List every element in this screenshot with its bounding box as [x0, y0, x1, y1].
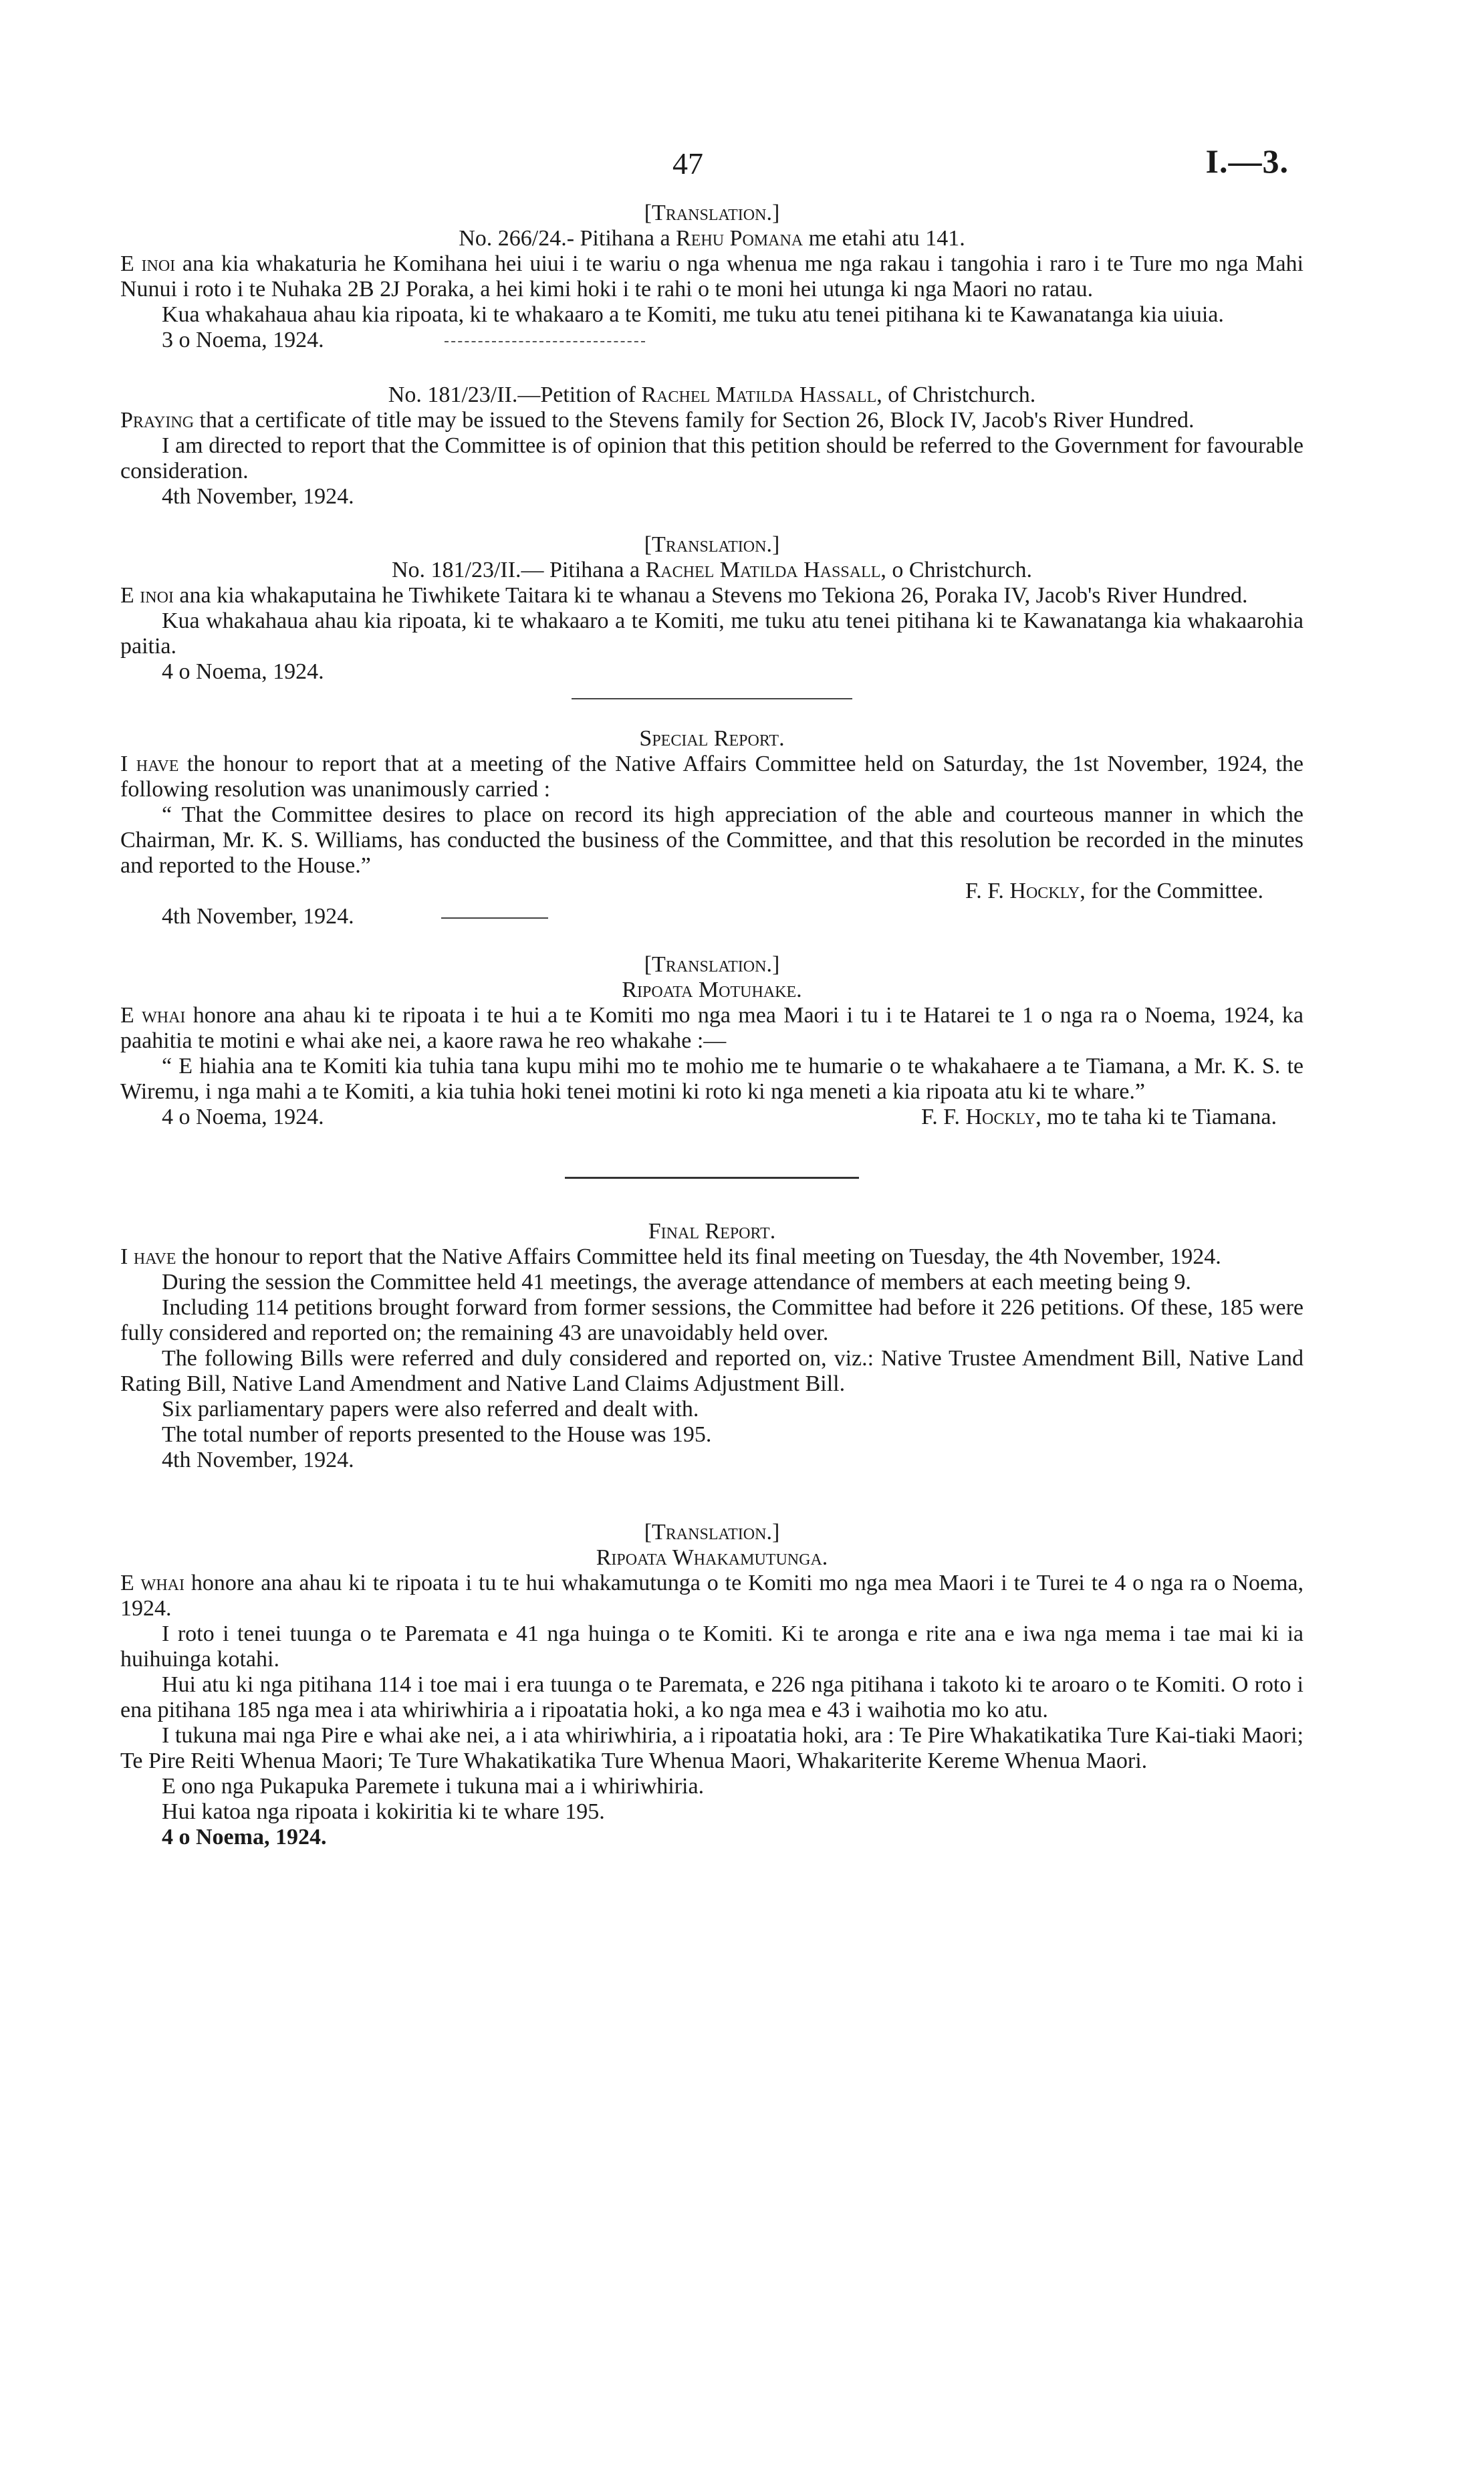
date: 4th November, 1924.	[162, 1448, 354, 1472]
section-heading: Ripoata Whakamutunga.	[596, 1545, 828, 1570]
signature: F. F. Hockly, mo te taha ki te Tiamana.	[921, 1105, 1277, 1129]
paragraph: I have the honour to report that the Native Affairs Committee held its final meeting on Tuesday, the 4th November, 1924.	[120, 1244, 1221, 1269]
petition-title: No. 181/23/II.—Petition of Rachel Matilda Hassall, of Christchurch.	[388, 382, 1036, 407]
date: 4 o Noema, 1924.	[162, 1105, 324, 1129]
date: 4th November, 1924.	[162, 484, 354, 509]
paragraph: Kua whakahaua ahau kia ripoata, ki te whakaaro a te Komiti, me tuku atu tenei pitihana ki te Kawanatanga kia uiuia.	[162, 302, 1224, 327]
separator-rule	[441, 917, 548, 919]
paragraph: The total number of reports presented to the House was 195.	[162, 1422, 712, 1447]
resolution-quote: “ E hiahia ana te Komiti kia tuhia tana kupu mihi mo te mohio me te humarie o te whakahaere a te Tiamana, a Mr. K. S. te Wiremu, i nga mahi a te Komiti, a kia tuhia hoki tenei motini ki roto ki nga meneti a kia ripoata atu ki te whare.”	[120, 1054, 1304, 1104]
date: 3 o Noema, 1924.	[162, 328, 324, 352]
section-heading: Special Report.	[639, 726, 785, 751]
section-heading: Ripoata Motuhake.	[622, 978, 802, 1002]
resolution-quote: “ That the Committee desires to place on record its high appreciation of the able and courteous manner in which the Chairman, Mr. K. S. Williams, has conducted the business of the Committee, and that this resolution be recorded in the minutes and reported to the House.”	[120, 802, 1304, 878]
section-heading: Final Report.	[648, 1219, 776, 1244]
paragraph: The following Bills were referred and duly considered and reported on, viz.: Native Trustee Amendment Bill, Native Land Rating Bill, Native Land Amendment and Native Land Claims Adjustment Bill.	[120, 1346, 1304, 1396]
date-line	[120, 904, 1304, 929]
paragraph: During the session the Committee held 41 meetings, the average attendance of members at each meeting being 9.	[162, 1270, 1191, 1294]
paragraph: Hui katoa nga ripoata i kokiritia ki te whare 195.	[162, 1799, 605, 1824]
paragraph: Including 114 petitions brought forward from former sessions, the Committee had before it 226 petitions. Of these, 185 were fully considered and reported on; the remaining 43 are unavoidably held over.	[120, 1295, 1304, 1345]
paragraph: Kua whakahaua ahau kia ripoata, ki te whakaaro a te Komiti, me tuku atu tenei pitihana ki te Kawanatanga kia whakaarohia paitia.	[120, 608, 1304, 659]
petition-266-translation	[120, 201, 1304, 353]
date: 4 o Noema, 1924.	[162, 659, 324, 684]
date-line	[120, 328, 1304, 353]
petition-title: No. 266/24.- Pitihana a Rehu Pomana me etahi atu 141.	[459, 226, 965, 251]
translation-heading: [Translation.]	[644, 952, 780, 977]
petition-title: No. 181/23/II.— Pitihana a Rachel Matilda Hassall, o Christchurch.	[391, 558, 1033, 582]
translation-heading: [Translation.]	[644, 1520, 780, 1545]
paragraph: I am directed to report that the Committee is of opinion that this petition should be referred to the Government for favourable consideration.	[120, 433, 1304, 483]
date: 4 o Noema, 1924.	[162, 1825, 327, 1849]
petition-181-english	[120, 382, 1304, 510]
final-report-translation	[120, 1520, 1304, 1850]
page-content	[120, 201, 1304, 1850]
date-signature-line	[120, 1105, 1304, 1130]
separator-rule	[445, 341, 645, 342]
final-report	[120, 1219, 1304, 1473]
special-report-translation	[120, 952, 1304, 1130]
petition-181-translation	[120, 532, 1304, 685]
page-number: 47	[672, 146, 703, 181]
paragraph: E inoi ana kia whakaturia he Komihana hei uiui i te wariu o nga whenua me nga rakau i tangohia i raro i te Ture mo nga Mahi Nunui i roto i te Nuhaka 2B 2J Poraka, a hei kimi hoki i te rahi o te moni hei utunga ki nga Maori no ratau.	[120, 251, 1304, 302]
paragraph: E whai honore ana ahau ki te ripoata i tu te hui whakamutunga o te Komiti mo nga mea Maori i te Turei te 4 o nga ra o Noema, 1924.	[120, 1571, 1304, 1621]
paragraph: E ono nga Pukapuka Paremete i tukuna mai a i whiriwhiria.	[162, 1774, 705, 1799]
translation-heading: [Translation.]	[644, 201, 780, 225]
translation-heading: [Translation.]	[644, 532, 780, 557]
paragraph: I tukuna mai nga Pire e whai ake nei, a i ata whiriwhiria, a i ripoatatia hoki, ara : Te Pire Whakatikatika Ture Kai-tiaki Maori; Te Pire Reiti Whenua Maori; Te Ture Whakatikatika Ture Whenua Maori, Whakariterite Kereme Whenua Maori.	[120, 1723, 1304, 1773]
document-reference: I.—3.	[1205, 142, 1289, 180]
paragraph: Six parliamentary papers were also referred and dealt with.	[162, 1397, 699, 1422]
signature: F. F. Hockly, for the Committee.	[965, 879, 1263, 903]
date: 4th November, 1924.	[162, 904, 354, 929]
special-report	[120, 726, 1304, 929]
paragraph: E whai honore ana ahau ki te ripoata i te hui a te Komiti mo nga mea Maori i tu i te Hatarei te 1 o nga ra o Noema, 1924, ka paahitia te motini e whai ake nei, a kaore rawa he reo whakahe :—	[120, 1003, 1304, 1053]
paragraph: Praying that a certificate of title may be issued to the Stevens family for Section 26, Block IV, Jacob's River Hundred.	[120, 408, 1195, 433]
paragraph: E inoi ana kia whakaputaina he Tiwhikete Taitara ki te whanau a Stevens mo Tekiona 26, Poraka IV, Jacob's River Hundred.	[120, 583, 1248, 608]
paragraph: I have the honour to report that at a meeting of the Native Affairs Committee held on Saturday, the 1st November, 1924, the following resolution was unanimously carried :	[120, 752, 1304, 802]
paragraph: Hui atu ki nga pitihana 114 i toe mai i era tuunga o te Paremata, e 226 nga pitihana i takoto ki te aroaro o te Komiti. O roto i ena pitihana 185 nga mea i ata whiriwhiria a i ripoatatia hoki, a ko nga mea e 43 i waihotia mo ko atu.	[120, 1672, 1304, 1722]
paragraph: I roto i tenei tuunga o te Paremata e 41 nga huinga o te Komiti. Ki te aronga e rite ana e iwa nga mema i tae mai ki ia huihuinga kotahi.	[120, 1621, 1304, 1672]
